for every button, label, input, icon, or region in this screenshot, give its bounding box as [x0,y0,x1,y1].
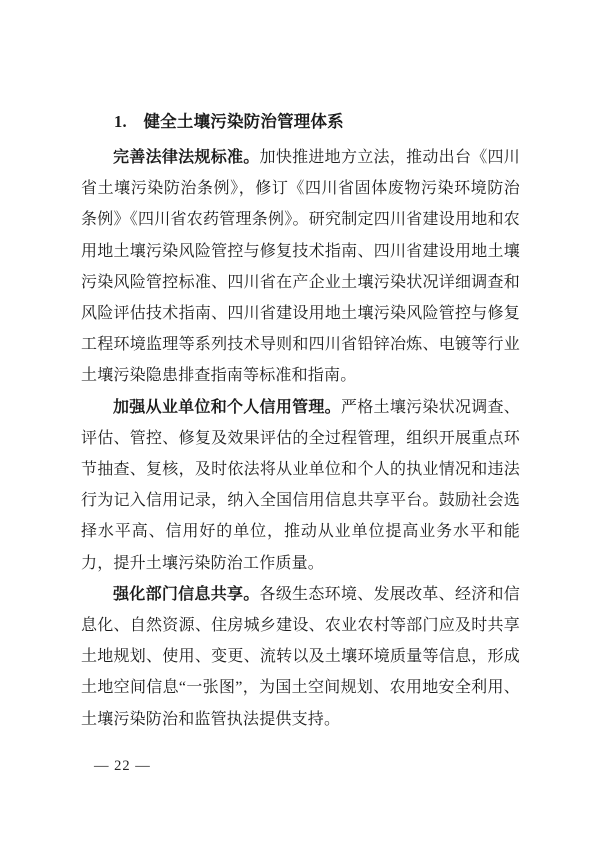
paragraph-legal-standards [81,142,520,392]
paragraph-text: 各级生态环境、发展改革、经济和信息化、自然资源、住房城乡建设、农业农村等部门应及时共享土地规划、使用、变更、流转以及土壤环境质量等信息，形成土地空间信息“一张图”，为国土空间规划、农用地安全利用、土壤污染防治和监管执法提供支持。 [81,585,520,728]
paragraph-lead: 强化部门信息共享。 [113,585,260,603]
paragraph-lead: 加强从业单位和个人信用管理。 [113,398,341,416]
page-number: — 22 — [94,758,151,774]
paragraph-lead: 完善法律法规标准。 [113,149,260,166]
document-body [81,106,520,735]
paragraph-info-sharing [81,579,520,735]
paragraph-credit-management [81,392,520,579]
paragraph-text: 加快推进地方立法，推动出台《四川省土壤污染防治条例》，修订《四川省固体废物污染环境防治条例》《四川省农药管理条例》。研究制定四川省建设用地和农用地土壤污染风险管控与修复技术指南、四川省建设用地土壤污染风险管控标准、四川省在产企业土壤污染状况详细调查和风险评估技术指南、四川省建设用地土壤污染风险管控与修复工程环境监理等系列技术导则和四川省铅锌冶炼、电镀等行业土壤污染隐患排查指南等标准和指南。 [81,149,520,385]
paragraph-text: 严格土壤污染状况调查、评估、管控、修复及效果评估的全过程管理，组织开展重点环节抽查、复核，及时依法将从业单位和个人的执业情况和违法行为记入信用记录，纳入全国信用信息共享平台。鼓励社会选择水平高、信用好的单位，推动从业单位提高业务水平和能力，提升土壤污染防治工作质量。 [81,398,520,572]
section-heading: 1. 健全土壤污染防治管理体系 [114,112,344,131]
